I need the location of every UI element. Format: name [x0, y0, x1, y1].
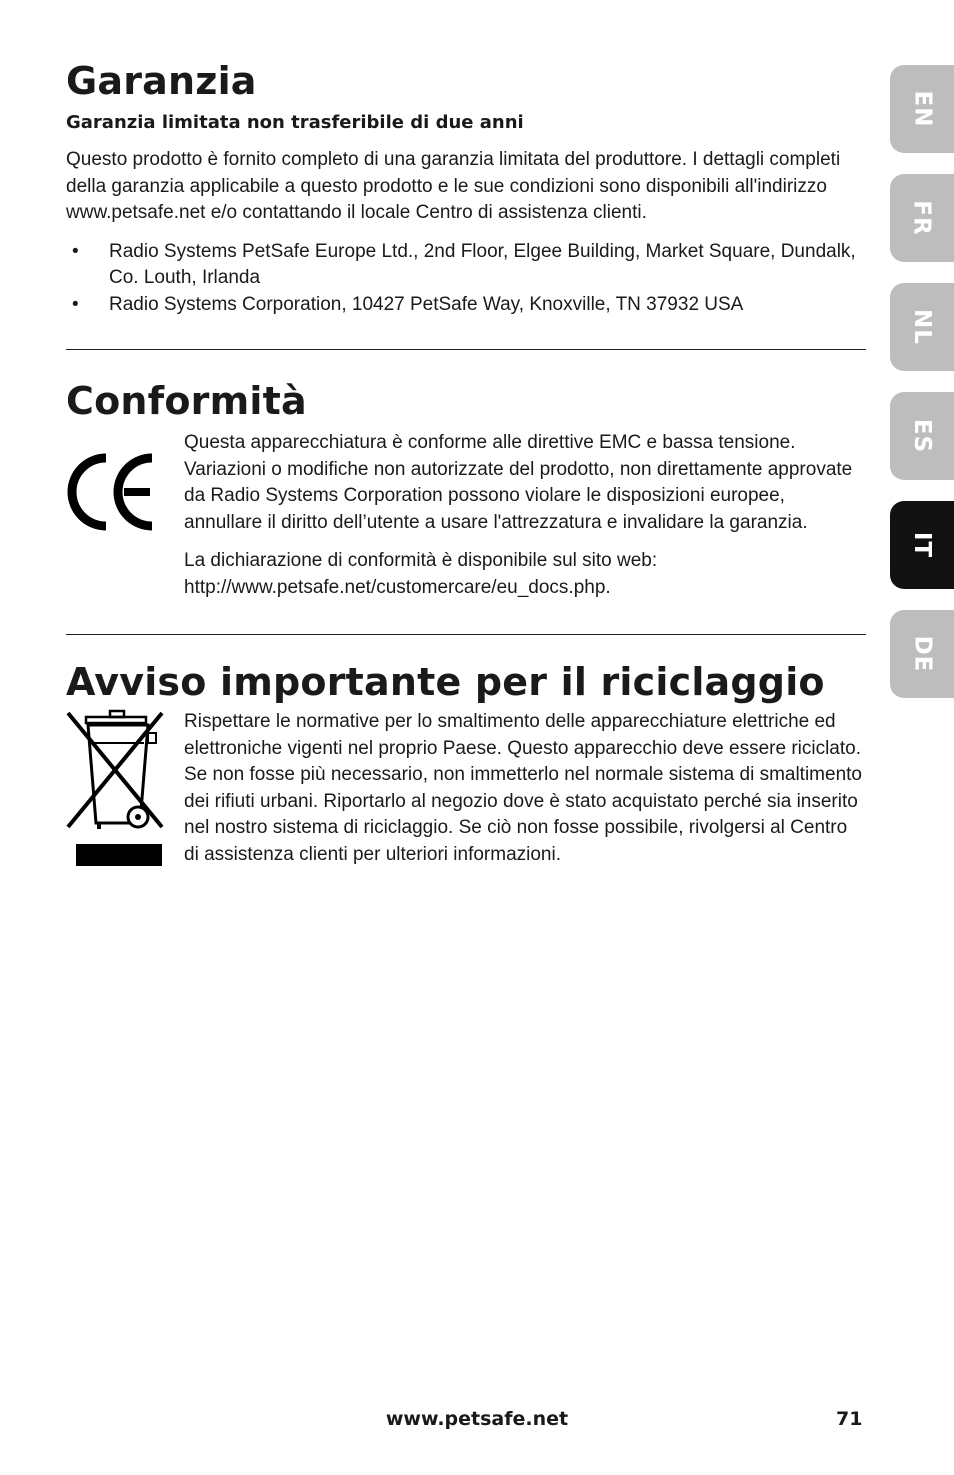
tab-label: DE: [909, 635, 935, 673]
warranty-body: Questo prodotto è fornito completo di una garanzia limitata del produttore. I dettagli completi della garanzia applicabile a questo prodotto e le sue condizioni sono disponibili all'indirizzo www.petsafe.net e/o contattando il locale Centro di assistenza clienti.: [66, 149, 841, 223]
tab-label: ES: [909, 418, 935, 454]
recycling-section: [66, 657, 866, 874]
tab-label: IT: [909, 531, 935, 559]
tab-en[interactable]: [890, 65, 954, 153]
address-list: [66, 239, 866, 319]
tab-de[interactable]: [890, 610, 954, 698]
tab-it[interactable]: [890, 501, 954, 589]
tab-es[interactable]: [890, 392, 954, 480]
compliance-declaration: [184, 548, 866, 601]
ce-mark-icon: [66, 452, 158, 532]
footer-url[interactable]: www.petsafe.net: [385, 1408, 569, 1430]
compliance-title: Conformità: [66, 379, 307, 423]
page-number: 71: [836, 1408, 863, 1430]
tab-fr[interactable]: [890, 174, 954, 262]
declaration-link[interactable]: http://www.petsafe.net/customercare/eu_docs.php.: [184, 576, 611, 598]
tab-label: EN: [909, 90, 935, 128]
recycling-title: Avviso importante per il riciclaggio: [66, 660, 825, 704]
crossed-out-wheelie-bin-icon: [66, 709, 166, 869]
compliance-body: Questa apparecchiatura è conforme alle direttive EMC e bassa tensione. Variazioni o modifiche non autorizzate del prodotto, non direttamente approvate da Radio Systems Corporation possono violare le disposizioni europee, annullare il diritto dell’utente a usare l'attrezzatura e invalidare la garanzia.: [184, 432, 853, 533]
language-tabs: [890, 65, 954, 719]
warranty-section: [66, 56, 866, 318]
recycling-body: Rispettare le normative per lo smaltimento delle apparecchiature elettriche ed elettroniche vigenti nel proprio Paese. Questo apparecchio deve essere riciclato. Se non fosse più necessario, non immetterlo nel normale sistema di smaltimento dei rifiuti urbani. Riportarlo al negozio dove è stato acquistato perché sia inserito nel nostro sistema di riciclaggio. Se ciò non fosse possibile, rivolgersi al Centro di assistenza clienti per ulteriori informazioni.: [184, 711, 862, 865]
section-divider: [66, 349, 866, 350]
page-content: [66, 56, 866, 874]
tab-label: NL: [909, 309, 935, 345]
tab-nl[interactable]: [890, 283, 954, 371]
warranty-subtitle: Garanzia limitata non trasferibile di due anni: [66, 112, 524, 133]
list-item: • Radio Systems PetSafe Europe Ltd., 2nd Floor, Elgee Building, Market Square, Dundalk, Co. Louth, Irlanda: [66, 239, 866, 292]
list-item: • Radio Systems Corporation, 10427 PetSafe Way, Knoxville, TN 37932 USA: [66, 292, 866, 319]
compliance-section: [66, 376, 866, 601]
tab-label: FR: [908, 200, 935, 236]
section-divider: [66, 634, 866, 635]
warranty-title: Garanzia: [66, 59, 257, 103]
declaration-text: La dichiarazione di conformità è disponibile sul sito web:: [184, 550, 658, 571]
